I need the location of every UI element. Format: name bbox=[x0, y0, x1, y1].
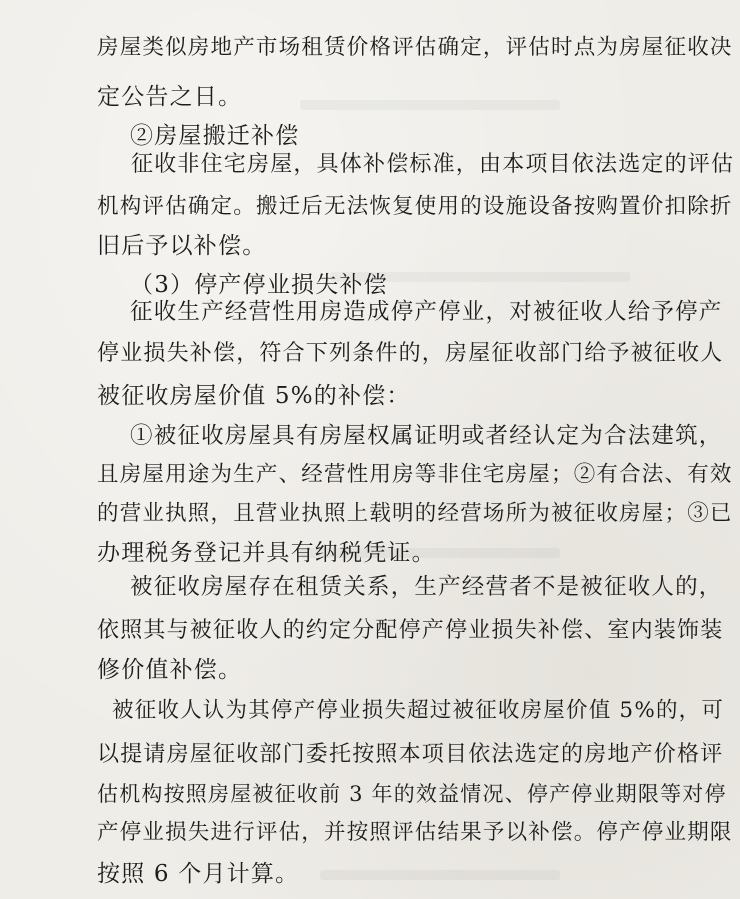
text-line: 按照 6 个月计算。 bbox=[97, 861, 300, 887]
text-line: 的营业执照，且营业执照上载明的经营场所为被征收房屋；③已 bbox=[97, 501, 733, 526]
text-line: 产停业损失进行评估，并按照评估结果予以补偿。停产停业期限 bbox=[97, 820, 733, 845]
text-line: 定公告之日。 bbox=[97, 84, 243, 110]
text-line: 征收非住宅房屋，具体补偿标准，由本项目依法选定的评估 bbox=[131, 152, 735, 177]
bleed-through-mark bbox=[320, 870, 560, 880]
text-line: 且房屋用途为生产、经营性用房等非住宅房屋；②有合法、有效 bbox=[97, 462, 733, 487]
text-line: 依照其与被征收人的约定分配停产停业损失补偿、室内装饰装 bbox=[97, 618, 724, 643]
text-line: ①被征收房屋具有房屋权属证明或者经认定为合法建筑， bbox=[130, 423, 723, 449]
text-line: 被征收房屋存在租赁关系，生产经营者不是被征收人的， bbox=[130, 574, 723, 600]
text-line: 估机构按照房屋被征收前 3 年的效益情况、停产停业期限等对停 bbox=[97, 782, 727, 806]
text-line: 房屋类似房地产市场租赁价格评估确定，评估时点为房屋征收决 bbox=[97, 35, 733, 60]
text-line: 以提请房屋征收部门委托按照本项目依法选定的房地产价格评 bbox=[97, 742, 724, 767]
text-line: 办理税务登记并具有纳税凭证。 bbox=[97, 540, 436, 566]
text-line: 旧后予以补偿。 bbox=[97, 233, 267, 259]
bleed-through-mark bbox=[300, 100, 560, 110]
text-line: 被征收房屋价值 5%的补偿： bbox=[97, 383, 411, 409]
text-line: 修价值补偿。 bbox=[97, 657, 243, 683]
text-line: ②房屋搬迁补偿 bbox=[130, 123, 300, 149]
text-line: 被征收人认为其停产停业损失超过被征收房屋价值 5%的，可 bbox=[112, 698, 725, 723]
text-line: 征收生产经营性用房造成停产停业，对被征收人给予停产 bbox=[130, 299, 723, 325]
text-line: （3）停产停业损失补偿 bbox=[130, 272, 388, 298]
text-line: 停业损失补偿，符合下列条件的，房屋征收部门给予被征收人 bbox=[97, 341, 724, 366]
text-line: 机构评估确定。搬迁后无法恢复使用的设施设备按购置价扣除折 bbox=[97, 194, 733, 219]
